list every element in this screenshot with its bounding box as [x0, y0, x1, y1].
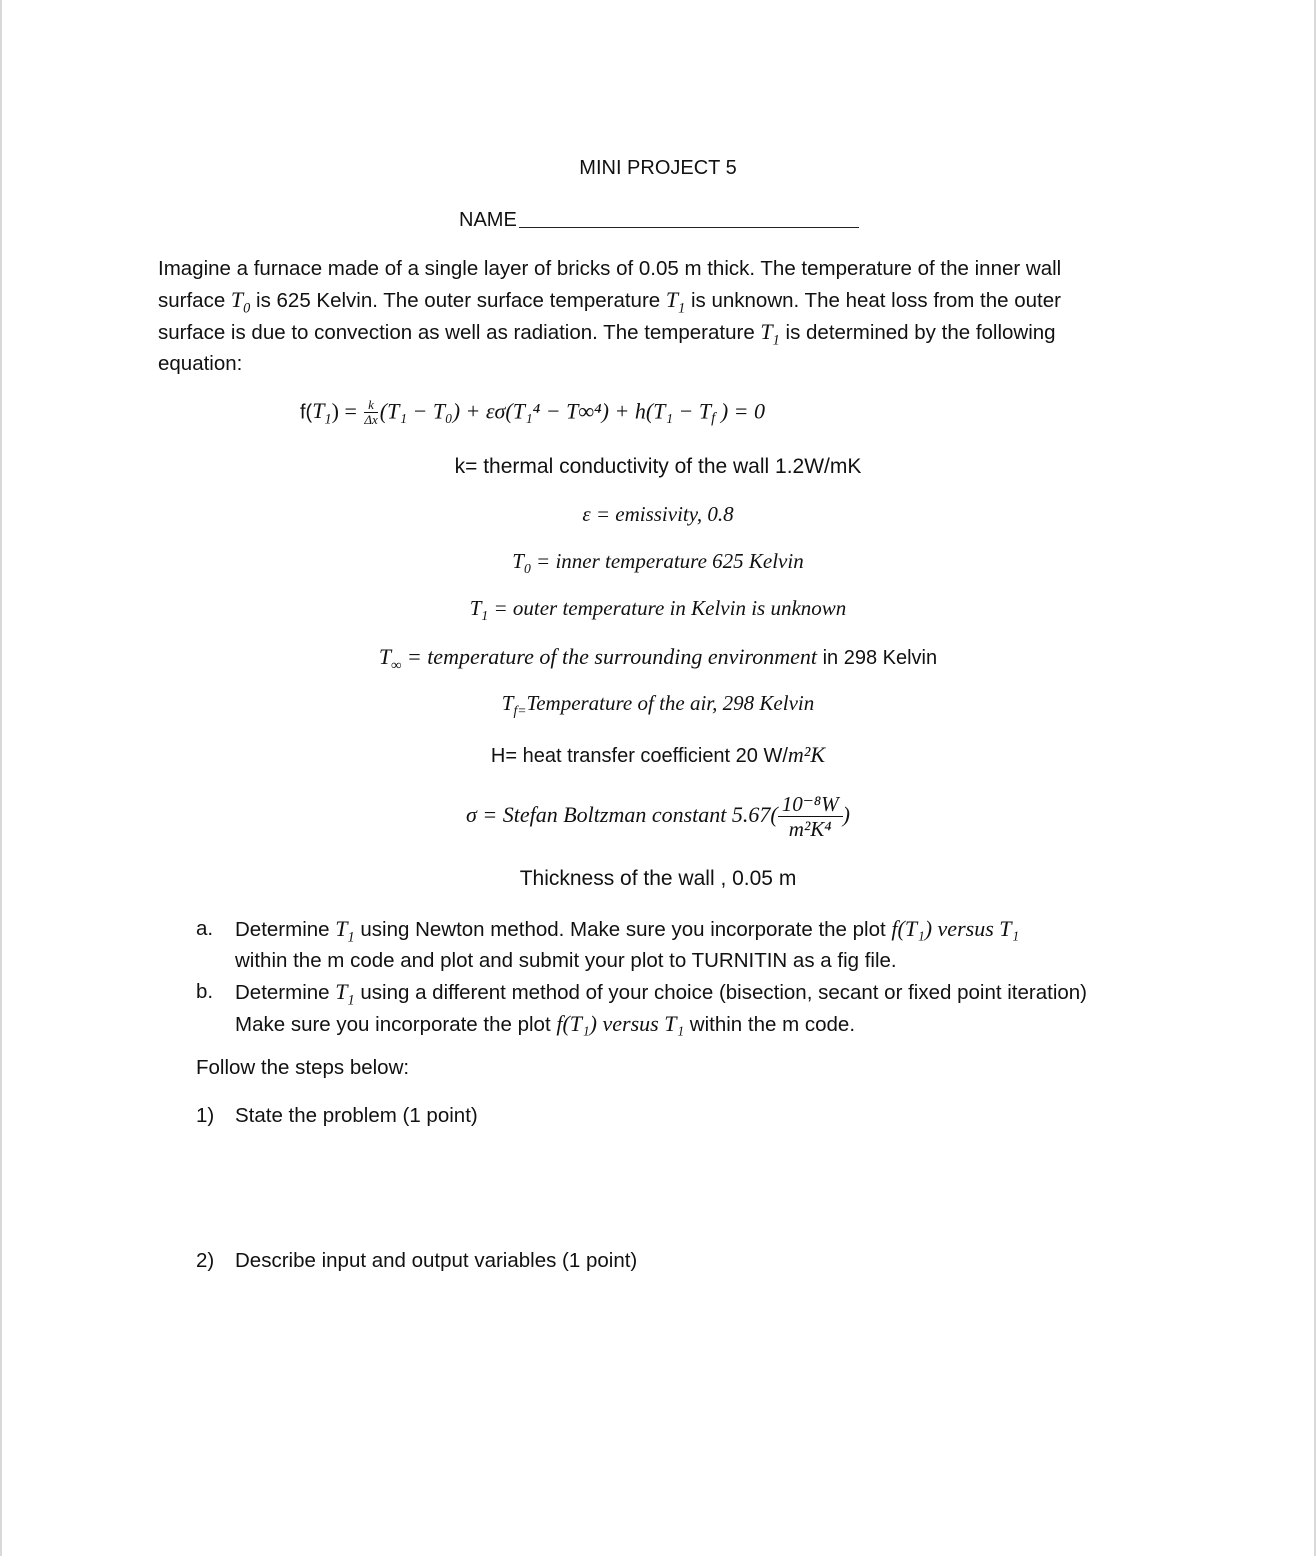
step-2: 2) Describe input and output variables (1 point) — [196, 1249, 638, 1272]
page-title: MINI PROJECT 5 — [579, 157, 737, 179]
def-sigma: σ = Stefan Boltzman constant 5.67( $\frac{\text{10⁻⁸W}}{\text{m²K⁴}}$ ) — [466, 792, 850, 841]
task-a: a. Determine $T_1$ using Newton method. Make sure you incorporate the plot f(T₁) versus T₁ within the m code and plot and submit your plot to TURNITIN as a fig file. — [196, 916, 1020, 972]
task-b: b. Determine $T_1$ using a different method of your choice (bisection, secant or fixed point iteration) Make sure you incorporate the plot f(T₁) versus T₁ within the m code. — [196, 979, 1088, 1036]
name-blank-line — [519, 205, 859, 228]
def-epsilon: ε = emissivity, 0.8 — [582, 502, 734, 526]
name-label: NAME — [459, 209, 517, 231]
def-k: k= thermal conductivity of the wall 1.2W/mK — [454, 455, 862, 478]
intro-line-3: surface is due to convection as well as radiation. The temperature $T_1$ is determined by the following — [158, 319, 1056, 349]
intro-line-1: Imagine a furnace made of a single layer of bricks of 0.05 m thick. The temperature of the inner wall — [158, 257, 1062, 280]
intro-line-2: surface $T_0$ is 625 Kelvin. The outer surface temperature $T_1$ is unknown. The heat loss from the outer — [158, 287, 1061, 317]
intro-paragraph — [158, 253, 1148, 379]
def-t0: $T_0$ = inner temperature 625 Kelvin — [512, 549, 804, 577]
def-h: H= heat transfer coefficient 20 W/m²K — [490, 742, 826, 767]
def-tf: $T_{f=}Temperature$ of the air, 298 Kelvin — [501, 691, 815, 719]
intro-line-4: equation: — [158, 352, 243, 375]
def-t1: $T_1$ = outer temperature in Kelvin is unknown — [469, 596, 847, 624]
def-tinf: $T_\infty$ = temperature of the surrounding environment in 298 Kelvin — [378, 644, 938, 674]
task-list — [196, 913, 1166, 1040]
follow-steps-label: Follow the steps below: — [196, 1056, 410, 1079]
main-equation: $f(T_1)$ = $\frac{k}{\Delta x}$ (T₁ − T₀) + εσ(T₁⁴ − T∞⁴) + h(T₁ − Tf ) = 0 — [300, 397, 765, 428]
def-thickness: Thickness of the wall , 0.05 m — [519, 867, 797, 890]
step-1: 1) State the problem (1 point) — [196, 1104, 478, 1127]
name-field — [459, 205, 859, 232]
